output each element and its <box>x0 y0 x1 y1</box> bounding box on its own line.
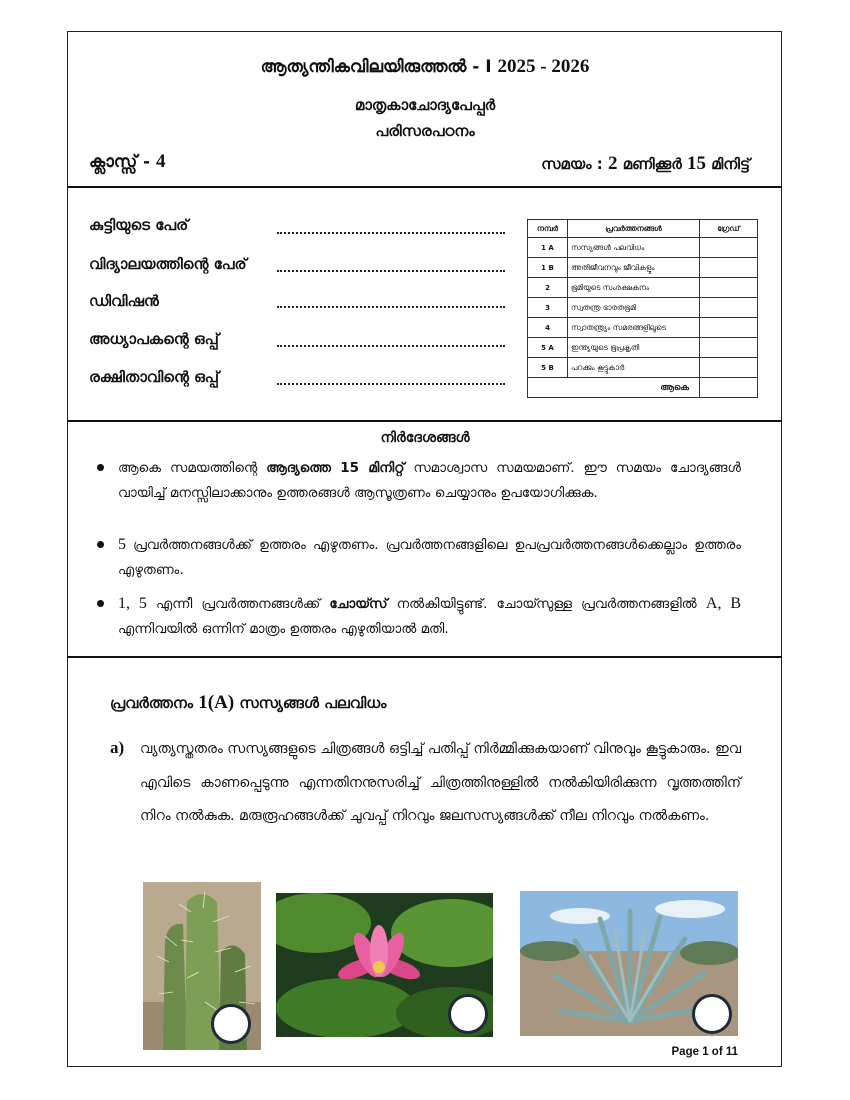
activity-title: പ്രവർത്തനം 1(A) സസ്യങ്ങൾ പലവിധം <box>110 692 387 713</box>
bullet-icon <box>97 600 104 607</box>
division-line[interactable] <box>277 306 505 308</box>
subject-name: പരിസരപഠനം <box>375 122 475 140</box>
question-label: a) <box>110 738 125 757</box>
paper-subtitle: മാതൃകാചോദ്യപേപ്പർ <box>354 96 496 114</box>
page-number: Page 1 of 11 <box>671 1046 738 1058</box>
grade-table <box>527 219 758 398</box>
instruction-3: 1, 5 എന്നീ പ്രവർത്തനങ്ങൾക്ക് ചോയ്സ് നൽകിയിട്ടുണ്ട്. ചോയ്സുള്ള പ്രവർത്തനങ്ങളിൽ A, B എന്നിവയിൽ ഒന്നിന് മാത്രം ഉത്തരം എഴുതിയാൽ മതി. <box>118 595 741 637</box>
school-name-line[interactable] <box>277 270 505 272</box>
grade-cell[interactable] <box>700 318 758 338</box>
col-number: നമ്പർ <box>528 220 568 238</box>
bullet-icon <box>97 464 104 471</box>
instruction-2: 5 പ്രവർത്തനങ്ങൾക്ക് ഉത്തരം എഴുതണം. പ്രവർത്തനങ്ങളിലെ ഉപപ്രവർത്തനങ്ങൾക്കെല്ലാം ഉത്തരം എഴുതണം. <box>118 536 741 578</box>
table-row: 5 B പറക്കും കൂട്ടുകാർ <box>528 358 758 378</box>
table-row: 1 B അതിജീവനവും ജീവികളും <box>528 258 758 278</box>
table-row: 3 സ്വതന്ത്ര ഭാരതഭൂമി <box>528 298 758 318</box>
field-teacher-sign: അധ്യാപകന്റെ ഒപ്പ് <box>89 330 219 348</box>
table-row: 2 ഭൂമിയുടെ സംരക്ഷകനം <box>528 278 758 298</box>
total-row: ആകെ <box>528 378 758 398</box>
teacher-sign-line[interactable] <box>277 345 505 347</box>
instructions-title: നിർദേശങ്ങൾ <box>380 430 470 446</box>
instruction-1: ആകെ സമയത്തിന്റെ ആദ്യത്തെ 15 മിനിറ്റ് സമാശ്വാസ സമയമാണ്. ഈ സമയം ചോദ്യങ്ങൾ വായിച്ച് മനസ്സിലാക്കാനും ഉത്തരങ്ങൾ ആസൂത്രണം ചെയ്യാനും ഉപയോഗിക്കുക. <box>118 460 741 501</box>
grade-cell[interactable] <box>700 238 758 258</box>
col-activity: പ്രവർത്തനങ്ങൾ <box>568 220 700 238</box>
field-parent-sign: രക്ഷിതാവിന്റെ ഒപ്പ് <box>89 368 219 386</box>
color-circle[interactable] <box>448 994 488 1034</box>
exam-title: ആത്യന്തികവിലയിരുത്തൽ - I 2025 - 2026 <box>260 56 590 77</box>
table-row: 4 സ്വാതന്ത്ര്യം സമരങ്ങളിലൂടെ <box>528 318 758 338</box>
student-name-line[interactable] <box>277 232 505 234</box>
table-row: 1 A സസ്യങ്ങൾ പലവിധം <box>528 238 758 258</box>
question-text: വ്യത്യസ്തതരം സസ്യങ്ങളുടെ ചിത്രങ്ങൾ ഒട്ടിച്ച് പതിപ്പ് നിർമ്മിക്കുകയാണ് വിനുവും കൂട്ടുകാരും. ഇവ എവിടെ കാണപ്പെടുന്നു എന്നതിനനുസരിച്ച് ചിത്രത്തിനുള്ളിൽ നൽകിയിരിക്കുന്ന വൃത്തത്തിന് നിറം നൽകുക. മരുരൂഹങ്ങൾക്ക് ചുവപ്പ് നിറവും ജലസസ്യങ്ങൾക്ക് നീല നിറവും നൽകണം. <box>140 741 741 824</box>
field-division: ഡിവിഷൻ <box>89 292 159 310</box>
field-school-name: വിദ്യാലയത്തിന്റെ പേര് <box>89 255 247 273</box>
time-label: സമയം : 2 മണിക്കൂർ 15 മിനിട്ട് <box>541 153 750 174</box>
table-row: 5 A ഇന്ത്യയുടെ ഭൂപ്രകൃതി <box>528 338 758 358</box>
divider <box>67 186 782 188</box>
divider <box>67 420 782 422</box>
bullet-icon <box>97 541 104 548</box>
field-student-name: കുട്ടിയുടെ പേര് <box>89 216 189 234</box>
grade-cell[interactable] <box>700 258 758 278</box>
class-label: ക്ലാസ്സ് - 4 <box>89 151 166 172</box>
col-grade: ഗ്രേഡ് <box>700 220 758 238</box>
total-grade-cell[interactable] <box>700 378 758 398</box>
grade-cell[interactable] <box>700 278 758 298</box>
divider <box>67 656 782 658</box>
grade-cell[interactable] <box>700 298 758 318</box>
grade-cell[interactable] <box>700 358 758 378</box>
color-circle[interactable] <box>211 1004 251 1044</box>
parent-sign-line[interactable] <box>277 383 505 385</box>
grade-cell[interactable] <box>700 338 758 358</box>
color-circle[interactable] <box>692 994 732 1034</box>
